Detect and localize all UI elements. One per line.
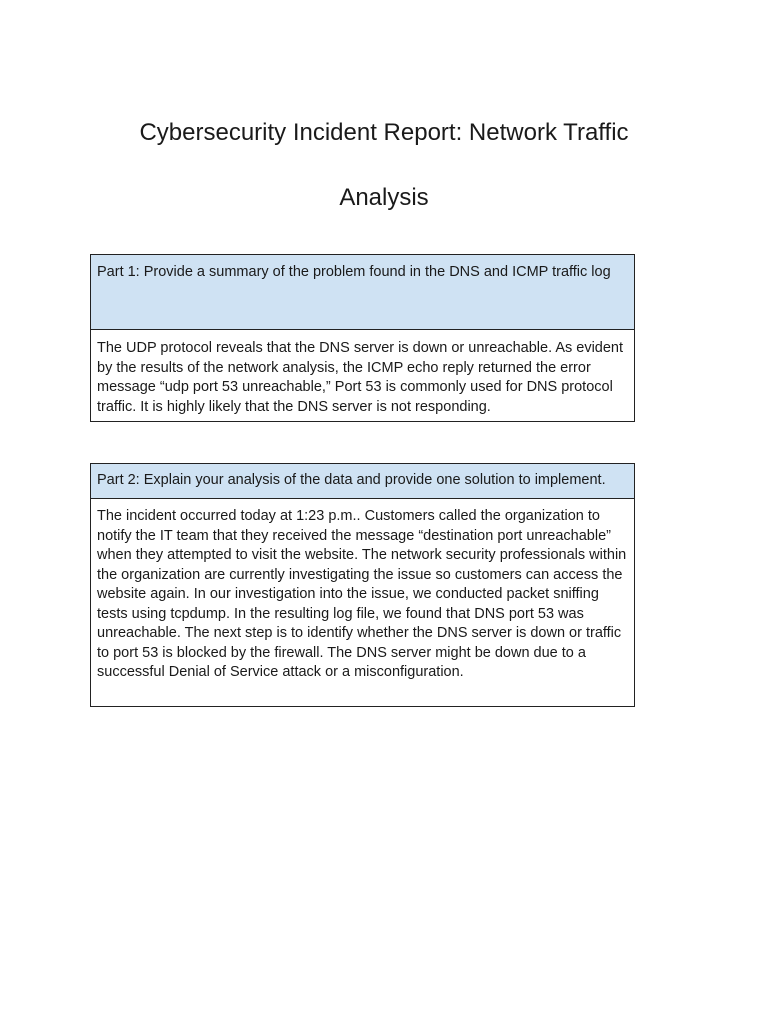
part1-heading: Part 1: Provide a summary of the problem found in the DNS and ICMP traffic log	[91, 255, 634, 330]
report-title-line-2: Analysis	[339, 184, 429, 211]
part2-heading: Part 2: Explain your analysis of the data and provide one solution to implement.	[91, 464, 634, 499]
part1-table	[90, 254, 635, 422]
part2-table	[90, 463, 635, 707]
part2-body: The incident occurred today at 1:23 p.m.. Customers called the organization to notify the IT team that they received the message “destination port unreachable” when they attempted to visit the website. The network security professionals within the organization are currently investigating the issue so customers can access the website again. In our investigation into the issue, we conducted packet sniffing tests using tcpdump. In the resulting log file, we found that DNS port 53 was unreachable. The next step is to identify whether the DNS server is down or traffic to port 53 is blocked by the firewall. The DNS server might be down due to a successful Denial of Service attack or a misconfiguration.	[97, 508, 627, 680]
report-title-line-1: Cybersecurity Incident Report: Network Traffic	[139, 119, 629, 146]
part1-body: The UDP protocol reveals that the DNS server is down or unreachable. As evident by the results of the network analysis, the ICMP echo reply returned the error message “udp port 53 unreachable,” Port 53 is commonly used for DNS protocol traffic. It is highly likely that the DNS server is not responding.	[97, 340, 624, 415]
